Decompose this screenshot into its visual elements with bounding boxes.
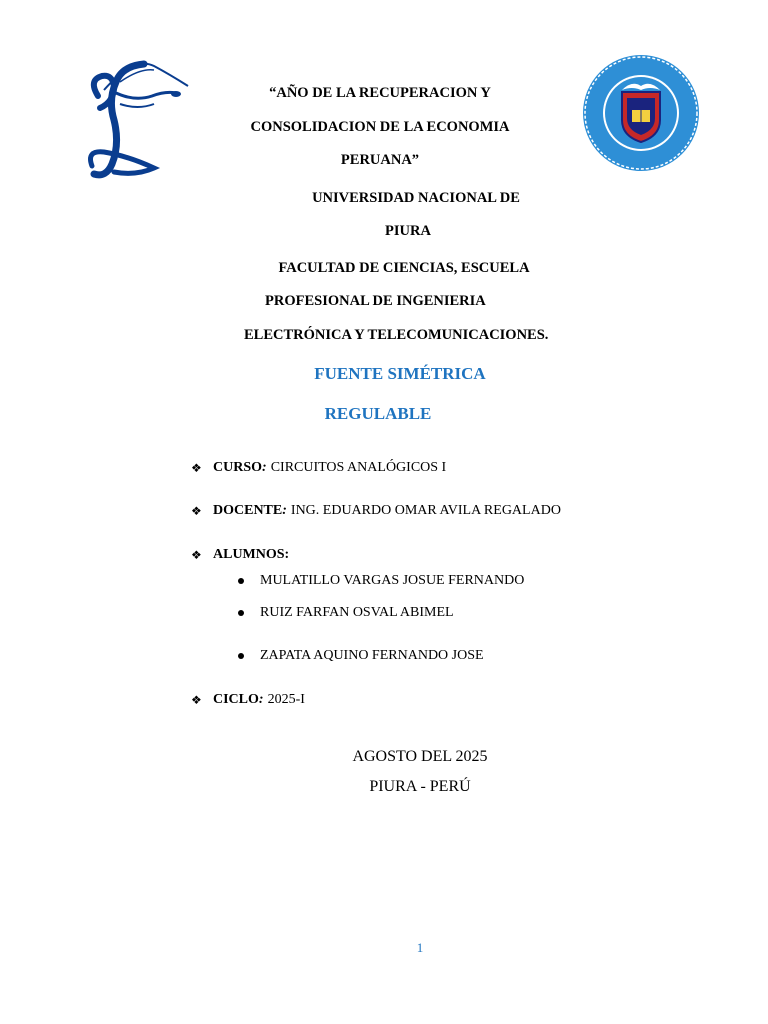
list-item xyxy=(238,573,524,589)
list-item xyxy=(238,648,484,664)
page-number: 1 xyxy=(416,940,424,955)
diamond-bullet-icon: ❖ xyxy=(191,460,202,475)
alumno-name: ZAPATA AQUINO FERNANDO JOSE xyxy=(260,648,484,663)
alumno-name: MULATILLO VARGAS JOSUE FERNANDO xyxy=(260,573,525,588)
alumno-name: RUIZ FARFAN OSVAL ABIMEL xyxy=(260,605,454,620)
header-line-2: CONSOLIDACION DE LA ECONOMIA xyxy=(250,119,510,135)
title-line-1: FUENTE SIMÉTRICA xyxy=(314,364,486,383)
header-line-7: PROFESIONAL DE INGENIERIA xyxy=(265,293,486,309)
docente-item xyxy=(191,503,561,519)
faculty-logo-icon xyxy=(84,60,192,182)
curso-label: CURSO: xyxy=(213,460,267,475)
header-line-1: “AÑO DE LA RECUPERACION Y xyxy=(269,85,491,101)
alumnos-label: ALUMNOS: xyxy=(213,547,290,562)
header-line-8: ELECTRÓNICA Y TELECOMUNICACIONES. xyxy=(244,327,549,343)
faculty-logo xyxy=(84,60,192,182)
date-text: AGOSTO DEL 2025 xyxy=(352,748,488,765)
diamond-bullet-icon: ❖ xyxy=(191,503,202,518)
docente-label: DOCENTE: xyxy=(213,503,287,518)
bullet-dot-icon xyxy=(238,578,244,584)
curso-value: CIRCUITOS ANALÓGICOS I xyxy=(270,460,447,475)
ciclo-label: CICLO: xyxy=(213,692,264,707)
header-line-4: UNIVERSIDAD NACIONAL DE xyxy=(312,190,520,206)
diamond-bullet-icon: ❖ xyxy=(191,547,202,562)
diamond-bullet-icon: ❖ xyxy=(191,692,202,707)
header-line-6: FACULTAD DE CIENCIAS, ESCUELA xyxy=(278,260,530,276)
bullet-dot-icon xyxy=(238,610,244,616)
list-item xyxy=(238,605,454,621)
header-line-5: PIURA xyxy=(385,223,431,239)
place-text: PIURA - PERÚ xyxy=(369,778,471,795)
title-line-2: REGULABLE xyxy=(324,404,432,423)
ciclo-value: 2025-I xyxy=(267,692,305,707)
university-seal xyxy=(582,54,700,172)
university-seal-icon xyxy=(582,54,700,172)
header-line-3: PERUANA” xyxy=(340,152,420,168)
curso-item xyxy=(191,460,446,476)
docente-value: ING. EDUARDO OMAR AVILA REGALADO xyxy=(290,503,561,518)
alumnos-item xyxy=(191,547,293,563)
ciclo-item xyxy=(191,692,305,708)
bullet-dot-icon xyxy=(238,653,244,659)
